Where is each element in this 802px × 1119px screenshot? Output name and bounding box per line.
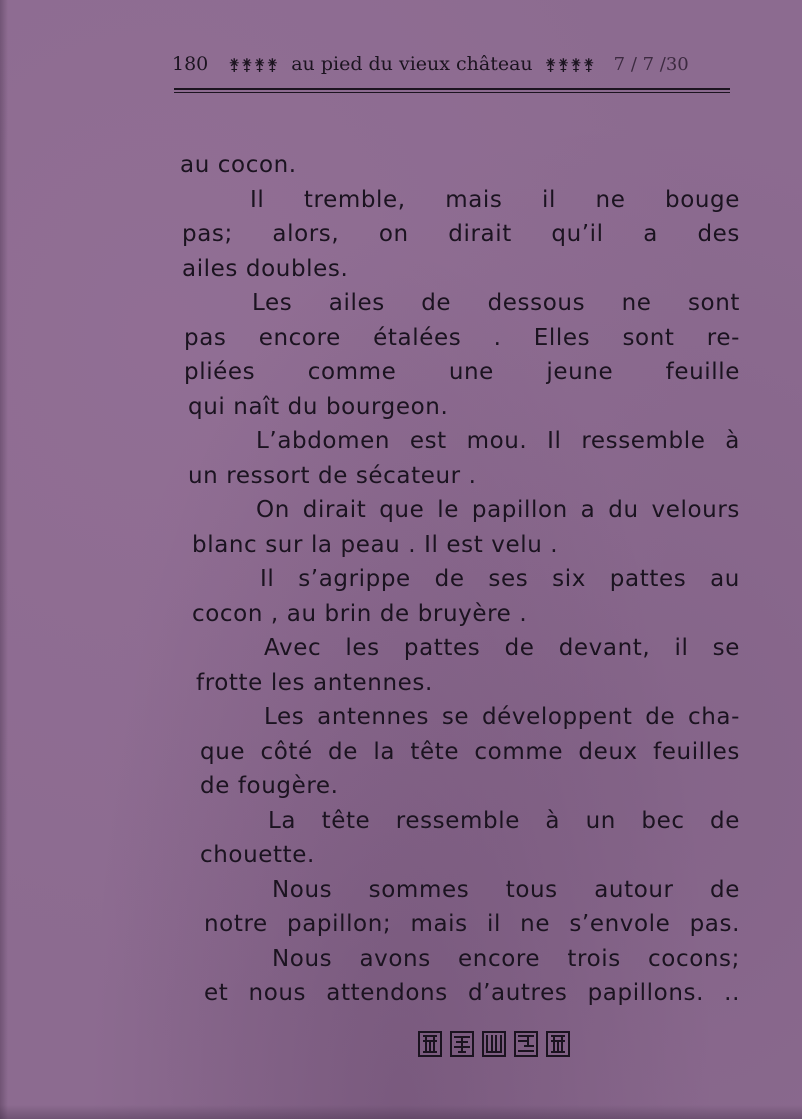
ornament-block-icon — [450, 1031, 474, 1057]
text-line: ailes doubles. — [182, 255, 349, 282]
ornament-block-icon — [514, 1031, 538, 1057]
text-line: un ressort de sécateur . — [188, 462, 477, 489]
ornament-block-icon — [482, 1031, 506, 1057]
text-line: de fougère. — [200, 773, 339, 799]
text-line: pliées comme une jeune feuille — [184, 359, 740, 385]
text-line: notre papillon; mais il ne s’envole pas. — [204, 911, 740, 937]
running-head — [172, 52, 732, 82]
text-line: Les antennes se développent de cha- — [264, 704, 740, 730]
text-line: que côté de la tête comme deux feuilles — [200, 738, 740, 765]
header-ornament-right: ⚵⚵⚵⚵ — [544, 54, 596, 74]
page-bottom-shadow — [0, 1105, 802, 1119]
ornament-block-icon — [546, 1031, 570, 1057]
handwritten-date: 7 / 7 /30 — [613, 53, 689, 75]
page-edge-shadow — [0, 0, 8, 1119]
text-line: La tête ressemble à un bec de — [268, 807, 740, 834]
text-line: Nous avons encore trois cocons; — [272, 945, 740, 972]
text-line: au cocon. — [180, 152, 297, 178]
text-line: Il s’agrippe de ses six pattes au — [260, 566, 740, 592]
text-line: pas; alors, on dirait qu’il a des — [182, 221, 740, 247]
text-line: Il tremble, mais il ne bouge — [250, 186, 740, 213]
printer-ornament-icon — [418, 1028, 582, 1060]
text-line: Nous sommes tous autour de — [272, 876, 740, 903]
text-line: Avec les pattes de devant, il se — [264, 635, 740, 661]
text-line: blanc sur la peau . Il est velu . — [192, 531, 559, 558]
header-ornament-left: ⚵⚵⚵⚵ — [228, 54, 280, 74]
text-line: On dirait que le papillon a du velours — [256, 497, 740, 523]
page-number: 180 — [172, 53, 209, 75]
text-line: frotte les antennes. — [196, 669, 433, 696]
body-text — [180, 148, 740, 1011]
header-title: au pied du vieux château — [291, 53, 533, 75]
text-line: Les ailes de dessous ne sont — [252, 290, 740, 316]
ornament-block-icon — [418, 1031, 442, 1057]
header-rule — [174, 88, 730, 93]
text-line: qui naît du bourgeon. — [188, 393, 449, 420]
text-line: chouette. — [200, 842, 315, 868]
text-line: pas encore étalées . Elles sont re- — [184, 324, 740, 351]
text-line: L’abdomen est mou. Il ressemble à — [256, 428, 740, 454]
text-line: cocon , au brin de bruyère . — [192, 600, 528, 627]
text-line: et nous attendons d’autres papillons. .. — [204, 980, 740, 1006]
